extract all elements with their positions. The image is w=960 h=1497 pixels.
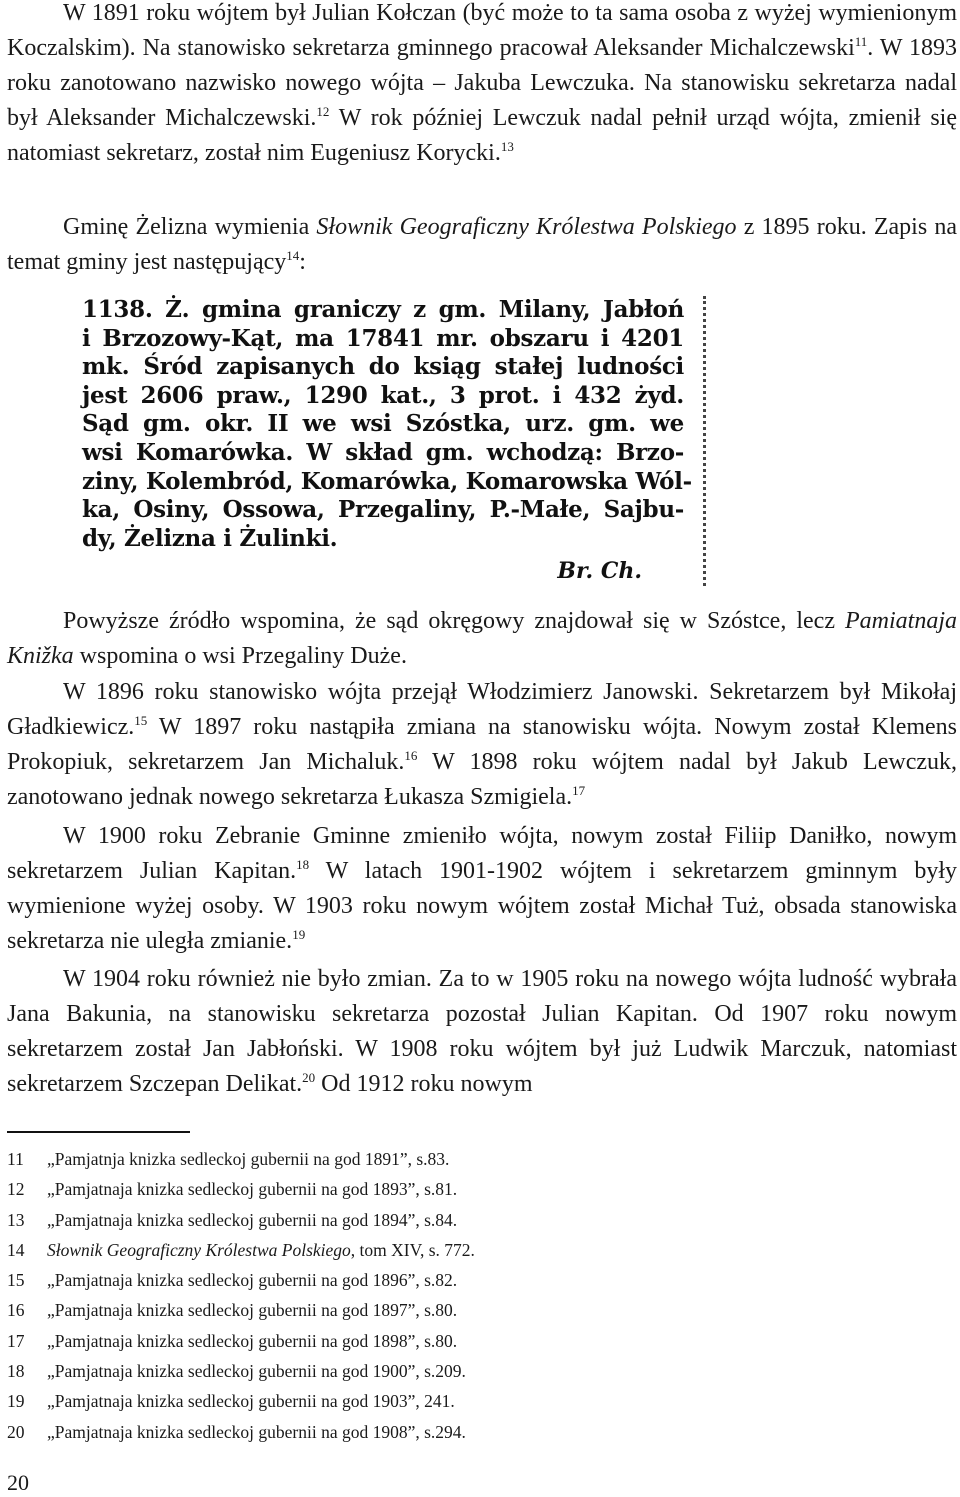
scanned-dictionary-entry: [74, 296, 714, 586]
paragraph-text: Gminę Żelizna wymienia: [63, 214, 317, 240]
footnote-13: [7, 1205, 907, 1235]
footnote-text: „Pamjatnaja knizka sedleckoj gubernii na god 1897”, s.80.: [47, 1300, 458, 1321]
footnote-ref[interactable]: 13: [500, 139, 514, 154]
footnote-ref[interactable]: 18: [296, 857, 310, 872]
scan-line: ziny, Kolembród, Komarówka, Komarowska Wól-: [82, 467, 692, 495]
book-title: Pamiatnaja Knižka: [7, 608, 957, 669]
footnote-text: , tom XIV, s. 772.: [350, 1239, 475, 1260]
scan-line: 1138. Ż. gmina graniczy z gm. Milany, Jabłoń: [82, 296, 684, 323]
footnote-number: 13: [7, 1209, 25, 1230]
footnote-text: „Pamjatnaja knizka sedleckoj gubernii na god 1896”, s.82.: [47, 1270, 458, 1291]
footnote-16: [7, 1295, 907, 1325]
footnote-number: 20: [7, 1421, 25, 1442]
paragraph-6: [7, 962, 957, 1102]
scan-line: i Brzozowy-Kąt, ma 17841 mr. obszaru i 4201: [82, 324, 684, 352]
footnote-text: „Pamjatnaja knizka sedleckoj gubernii na god 1893”, s.81.: [47, 1179, 458, 1200]
scan-signature: Br. Ch.: [557, 558, 642, 584]
scan-line: Sąd gm. okr. II we wsi Szóstka, urz. gm. we: [82, 410, 684, 438]
footnote-18: [7, 1356, 907, 1386]
scan-line: wsi Komarówka. W skład gm. wchodzą: Brzo-: [82, 438, 684, 466]
page-number: 20: [7, 1470, 29, 1495]
footnote-ref[interactable]: 12: [316, 104, 330, 119]
footnote-ref[interactable]: 11: [854, 34, 868, 49]
paragraph-text: Od 1912 roku nowym: [315, 1071, 533, 1097]
footnote-text: „Pamjatnaja knizka sedleckoj gubernii na god 1898”, s.80.: [47, 1330, 458, 1351]
footnote-number: 11: [7, 1149, 24, 1169]
footnote-number: 16: [7, 1300, 25, 1321]
footnote-ref[interactable]: 19: [292, 927, 306, 942]
paragraph-2: [7, 210, 957, 280]
paragraph-text: W 1891 roku wójtem był Julian Kołczan (być może to ta sama osoba z wyżej wymienionym Koczalskim). Na stanowisko sekretarza gminnego pracował Aleksander Michalczewski: [7, 0, 957, 61]
paragraph-text: . W 1893 roku zanotowano nazwisko nowego wójta – Jakuba Lewczuka. Na stanowisku sekretarza nadal był Aleksander Michalczewski.: [7, 35, 957, 131]
paragraph-text: wspomina o wsi Przegaliny Duże.: [73, 643, 407, 669]
paragraph-text: Powyższe źródło wspomina, że sąd okręgowy znajdował się w Szóstce, lecz: [63, 608, 845, 634]
footnote-text: „Pamjatnja knizka sedleckoj gubernii na god 1891”, s.83.: [47, 1149, 450, 1169]
footnote-book-title: Słownik Geograficzny Królestwa Polskiego: [47, 1239, 351, 1260]
scan-line: dy, Żelizna i Żulinki.: [82, 524, 338, 552]
footnote-ref[interactable]: 15: [134, 713, 148, 728]
footnote-number: 19: [7, 1391, 25, 1412]
scan-line: jest 2606 praw., 1290 kat., 3 prot. i 432 żyd.: [82, 381, 684, 409]
footnote-ref[interactable]: 20: [302, 1070, 316, 1085]
scan-line: ka, Osiny, Ossowa, Przegaliny, P.-Małe, Sajbu-: [82, 496, 684, 524]
footnote-number: 12: [7, 1179, 25, 1200]
paragraph-text: W 1904 roku również nie było zmian. Za to w 1905 roku na nowego wójta ludność wybrała Jana Bakunia, na stanowisku sekretarza pozostał Julian Kapitan. Od 1907 roku nowym sekretarzem został Jan Jabłoński. W 1908 roku wójtem był już Ludwik Marczuk, natomiast sekretarzem Szczepan Delikat.: [7, 966, 957, 1097]
footnote-number: 14: [7, 1239, 25, 1260]
footnote-number: 18: [7, 1361, 25, 1382]
paragraph-5: [7, 819, 957, 959]
footnote-15: [7, 1265, 907, 1295]
footnotes: [7, 1144, 907, 1447]
footnote-ref[interactable]: 14: [286, 248, 300, 263]
footnote-separator: [7, 1131, 190, 1133]
footnote-number: 15: [7, 1270, 25, 1291]
scan-line: mk. Śród zapisanych do ksiąg stałej ludności: [82, 353, 684, 381]
footnote-19: [7, 1386, 907, 1416]
footnote-number: 17: [7, 1330, 25, 1351]
footnote-14: [7, 1235, 907, 1265]
footnote-ref[interactable]: 17: [572, 783, 586, 798]
book-title: Słownik Geograficzny Królestwa Polskiego: [316, 214, 737, 240]
paragraph-text: W latach 1901-1902 wójtem i sekretarzem gminnym były wymienione wyżej osoby. W 1903 roku nowym wójtem został Michał Tuż, obsada stanowiska sekretarza nie uległa zmianie.: [7, 858, 957, 954]
paragraph-1: [7, 0, 957, 171]
paragraph-text: z 1895 roku. Zapis na temat gminy jest następujący: [7, 214, 957, 275]
paragraph-text: W 1900 roku Zebranie Gminne zmieniło wójta, nowym został Filiip Daniłko, nowym sekretarzem Julian Kapitan.: [7, 823, 957, 884]
footnote-20: [7, 1417, 907, 1447]
footnote-text: „Pamjatnaja knizka sedleckoj gubernii na god 1908”, s.294.: [47, 1421, 466, 1442]
footnote-17: [7, 1326, 907, 1356]
footnote-text: „Pamjatnaja knizka sedleckoj gubernii na god 1894”, s.84.: [47, 1209, 458, 1230]
paragraph-3: [7, 604, 957, 674]
paragraph-text: W rok później Lewczuk nadal pełnił urząd wójta, zmienił się natomiast sekretarz, został nim Eugeniusz Korycki.: [7, 105, 957, 166]
footnote-12: [7, 1174, 907, 1204]
footnote-11: [7, 1144, 907, 1174]
footnote-text: „Pamjatnaja knizka sedleckoj gubernii na god 1903”, 241.: [47, 1391, 455, 1412]
paragraph-text: W 1898 roku wójtem nadal był Jakub Lewczuk, zanotowano jednak nowego sekretarza Łukasza Szmigiela.: [7, 749, 957, 810]
footnote-ref[interactable]: 16: [404, 748, 418, 763]
paragraph-text: :: [299, 249, 306, 275]
scan-edge-divider: [700, 296, 706, 586]
paragraph-4: [7, 675, 957, 815]
paragraph-text: W 1897 roku nastąpiła zmiana na stanowisku wójta. Nowym został Klemens Prokopiuk, sekretarzem Jan Michaluk.: [7, 714, 957, 775]
footnote-text: „Pamjatnaja knizka sedleckoj gubernii na god 1900”, s.209.: [47, 1361, 466, 1382]
paragraph-text: W 1896 roku stanowisko wójta przejął Włodzimierz Janowski. Sekretarzem był Mikołaj Gładkiewicz.: [7, 679, 957, 740]
